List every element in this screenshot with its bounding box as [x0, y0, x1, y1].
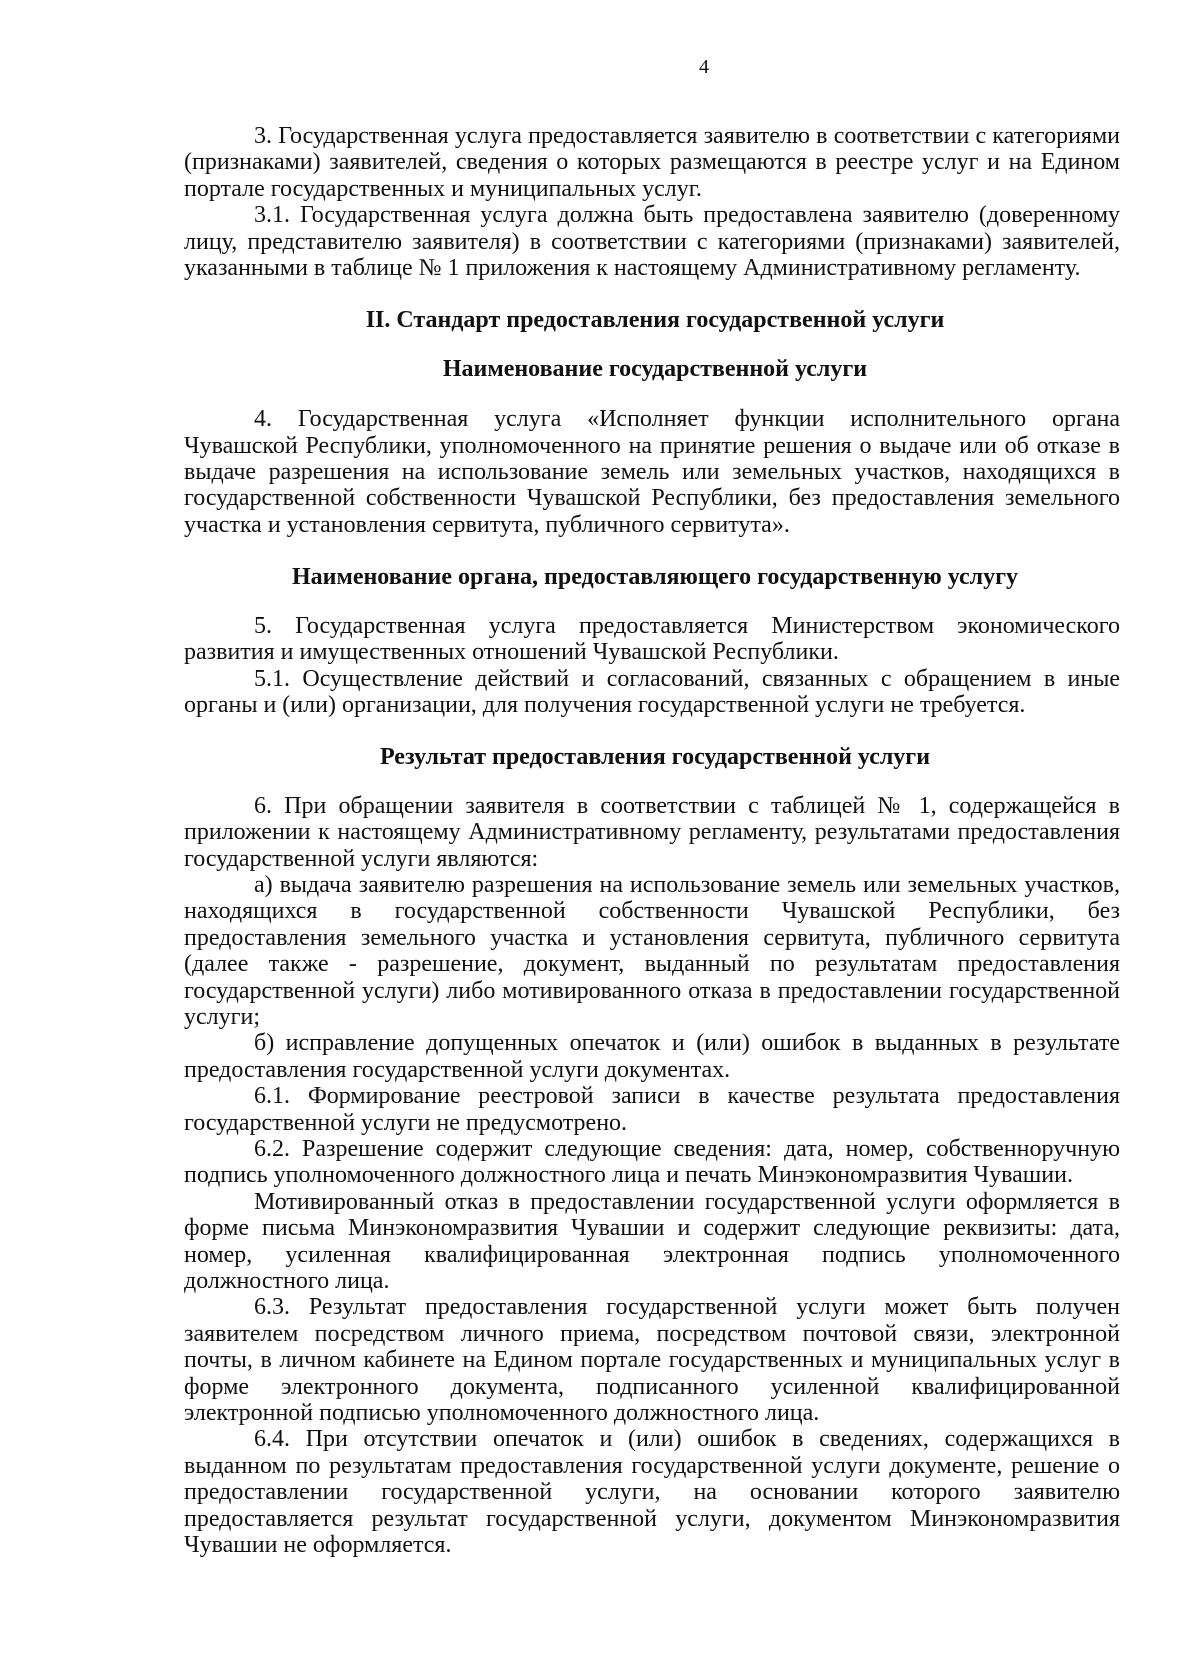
- paragraph-6-2-refusal: Мотивированный отказ в предоставлении государственной услуги оформляется в форме письма Минэкономразвития Чувашии и содержит следующие реквизиты: дата, номер, усиленная квалифицированная электронная подпись уполномоченного должностного лица.: [184, 1188, 1120, 1295]
- paragraph-6: 6. При обращении заявителя в соответствии с таблицей № 1, содержащейся в приложении к настоящему Административному регламенту, результатами предоставления государственной услуги являются:: [184, 792, 1120, 872]
- paragraph-6-b: б) исправление допущенных опечаток и (или) ошибок в выданных в результате предоставления государственной услуги документах.: [184, 1030, 1120, 1083]
- paragraph-4: 4. Государственная услуга «Исполняет функции исполнительного органа Чувашской Республики, уполномоченного на принятие решения о выдаче или об отказе в выдаче разрешения на использование земель или земельных участков, находящихся в государственной собственности Чувашской Республики, без предоставления земельного участка и установления сервитута, публичного сервитута».: [184, 406, 1120, 538]
- subheading-service-result: Результат предоставления государственной услуги: [379, 744, 931, 771]
- paragraph-6-1: 6.1. Формирование реестровой записи в качестве результата предоставления государственной услуги не предусмотрено.: [184, 1083, 1120, 1136]
- paragraph-6-a: а) выдача заявителю разрешения на использование земель или земельных участков, находящихся в государственной собственности Чувашской Республики, без предоставления земельного участка и установления сервитута, публичного сервитута (далее также - разрешение, документ, выданный по результатам предоставления государственной услуги) либо мотивированного отказа в предоставлении государственной услуги;: [184, 871, 1120, 1030]
- page-number: 4: [699, 56, 709, 78]
- paragraph-6-3: 6.3. Результат предоставления государственной услуги может быть получен заявителем посредством личного приема, посредством почтовой связи, электронной почты, в личном кабинете на Едином портале государственных и муниципальных услуг в форме электронного документа, подписанного усиленной квалифицированной электронной подписью уполномоченного должностного лица.: [184, 1294, 1120, 1427]
- section-heading-standard: II. Стандарт предоставления государственной услуги: [365, 307, 945, 334]
- paragraph-5: 5. Государственная услуга предоставляется Министерством экономического развития и имущественных отношений Чувашской Республики.: [184, 612, 1120, 666]
- paragraph-3: 3. Государственная услуга предоставляется заявителю в соответствии с категориями (признаками) заявителей, сведения о которых размещаются в реестре услуг и на Едином портале государственных и муниципальных услуг.: [184, 123, 1120, 202]
- paragraph-6-2: 6.2. Разрешение содержит следующие сведения: дата, номер, собственноручную подпись уполномоченного должностного лица и печать Минэкономразвития Чувашии.: [184, 1136, 1120, 1189]
- subheading-service-name: Наименование государственной услуги: [442, 355, 868, 382]
- paragraph-6-4: 6.4. При отсутствии опечаток и (или) ошибок в сведениях, содержащихся в выданном по результатам предоставления государственной услуги документе, решение о предоставлении государственной услуги, на основании которого заявителю предоставляется результат государственной услуги, документом Минэкономразвития Чувашии не оформляется.: [184, 1426, 1120, 1559]
- paragraph-5-1: 5.1. Осуществление действий и согласований, связанных с обращением в иные органы и (или) организации, для получения государственной услуги не требуется.: [184, 665, 1120, 718]
- subheading-organ-name: Наименование органа, предоставляющего государственную услугу: [291, 564, 1019, 591]
- paragraph-3-1: 3.1. Государственная услуга должна быть предоставлена заявителю (доверенному лицу, представителю заявителя) в соответствии с категориями (признаками) заявителей, указанными в таблице № 1 приложения к настоящему Административному регламенту.: [184, 202, 1120, 282]
